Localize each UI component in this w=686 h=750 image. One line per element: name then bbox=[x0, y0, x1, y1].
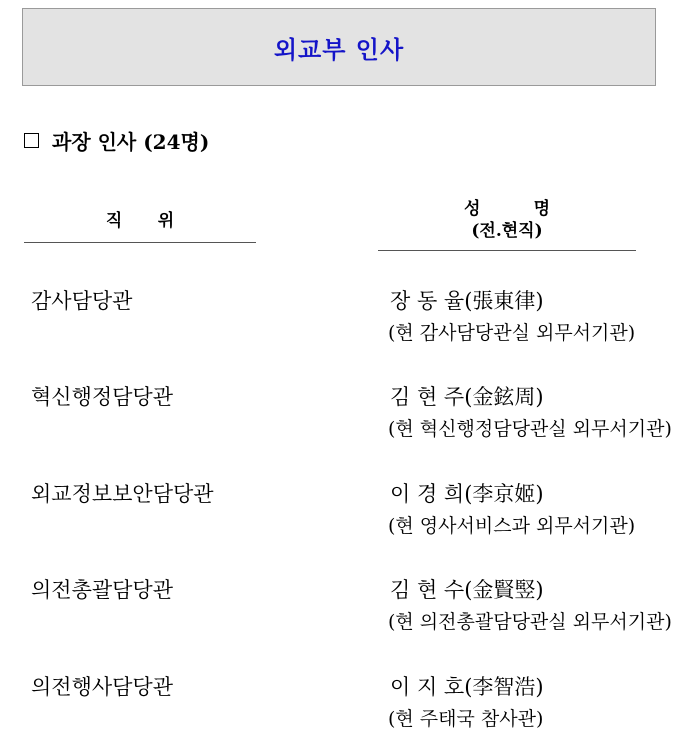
row-name bbox=[390, 574, 544, 604]
section-title: 과장 인사 (24명) bbox=[52, 130, 210, 154]
row-position: 감사담당관 bbox=[31, 289, 133, 313]
header-name-label: 성 명 bbox=[463, 199, 551, 219]
row-position: 의전행사담당관 bbox=[31, 675, 174, 699]
person-hanja: (李智浩) bbox=[464, 675, 544, 699]
person-name: 장 동 율 bbox=[390, 289, 465, 313]
person-name: 이 경 희 bbox=[390, 482, 465, 506]
row-name bbox=[390, 381, 544, 411]
person-name: 김 현 수 bbox=[390, 578, 465, 602]
header-name-rule bbox=[378, 250, 636, 251]
header-name bbox=[378, 198, 636, 242]
row-note: (현 혁신행정담당관실 외무서기관) bbox=[388, 418, 672, 440]
row-name bbox=[390, 285, 544, 315]
row-position: 외교정보보안담당관 bbox=[31, 482, 214, 506]
row-name bbox=[390, 671, 544, 701]
row-position: 의전총괄담당관 bbox=[31, 578, 174, 602]
row-note: (현 의전총괄담당관실 외무서기관) bbox=[388, 611, 672, 633]
header-name-sublabel: (전.현직) bbox=[471, 221, 543, 241]
row-note: (현 영사서비스과 외무서기관) bbox=[388, 515, 636, 537]
row-position: 혁신행정담당관 bbox=[31, 385, 174, 409]
page-title: 외교부 인사 bbox=[273, 35, 405, 64]
person-hanja: (金鉉周) bbox=[464, 385, 544, 409]
header-position-label: 직 위 bbox=[105, 211, 175, 231]
header-position-rule bbox=[24, 242, 256, 243]
person-hanja: (李京姬) bbox=[464, 482, 544, 506]
section-heading bbox=[24, 126, 209, 155]
person-hanja: (張東律) bbox=[464, 289, 544, 313]
row-note: (현 주태국 참사관) bbox=[388, 708, 544, 730]
person-hanja: (金賢竪) bbox=[464, 578, 544, 602]
header-position bbox=[24, 210, 256, 232]
row-name bbox=[390, 478, 544, 508]
title-box bbox=[22, 8, 656, 86]
checkbox-square-icon bbox=[24, 133, 39, 148]
person-name: 김 현 주 bbox=[390, 385, 465, 409]
row-note: (현 감사담당관실 외무서기관) bbox=[388, 322, 636, 344]
person-name: 이 지 호 bbox=[390, 675, 465, 699]
